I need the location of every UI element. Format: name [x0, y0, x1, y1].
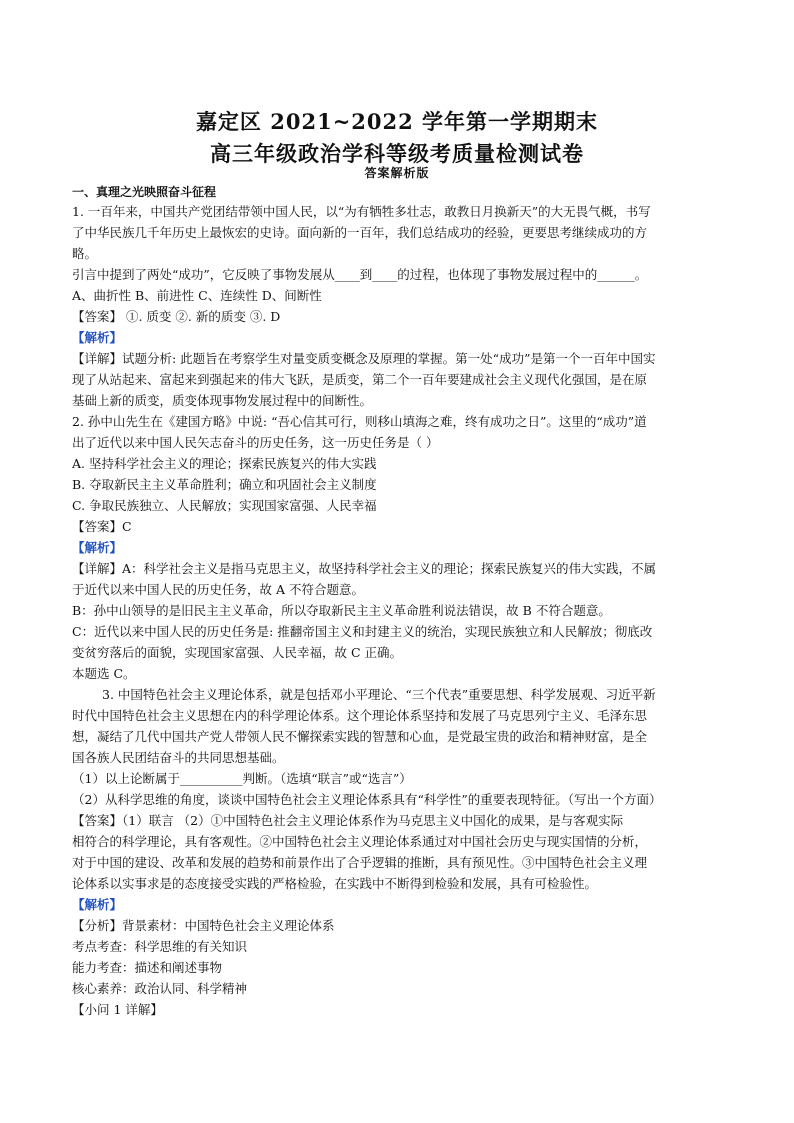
text-line: 【小问 1 详解】: [72, 1002, 163, 1017]
text-line: 【分析】背景素材：中国特色社会主义理论体系: [72, 918, 335, 933]
text-line: 于近代以来中国人民的历史任务，故 A 不符合题意。: [72, 582, 364, 597]
text-line: 了中华民族几千年历史上最恢宏的史诗。面向新的一百年，我们总结成功的经验，更要思考继续成功的方: [72, 225, 648, 240]
text-line: 变贫穷落后的面貌，实现国家富强、人民幸福，故 C 正确。: [72, 645, 403, 660]
text-line: 【解析】: [72, 540, 123, 555]
page-subtitle: 高三年级政治学科等级考质量检测试卷: [210, 141, 584, 166]
text-line: 能力考查：描述和阐述事物: [72, 960, 223, 975]
text-line: A. 坚持科学社会主义的理论；探索民族复兴的伟大实践: [72, 456, 377, 471]
text-line: B：孙中山领导的是旧民主主义革命，所以夺取新民主主义革命胜利说法错误，故 B 不符合题意。: [72, 603, 611, 618]
text-line: 一、真理之光映照奋斗征程: [72, 185, 217, 199]
text-line: A、曲折性 B、前进性 C、连续性 D、间断性: [72, 288, 322, 303]
text-line: 【详解】试题分析: 此题旨在考察学生对量变质变概念及原理的掌握。第一处“成功”是第一个一百年中国实: [72, 351, 656, 366]
text-line: 国各族人民团结奋斗的共同思想基础。: [72, 750, 285, 765]
text-line: （1）以上论断属于__________判断。（选填“联言”或“选言”）: [72, 771, 412, 786]
page-title: 嘉定区 2021~2022 学年第一学期期末: [195, 109, 599, 134]
text-line: 核心素养：政治认同、科学精神: [72, 981, 248, 996]
text-line: 相符合的科学理论，具有客观性。②中国特色社会主义理论体系通过对中国社会历史与现实国情的分析，: [72, 834, 648, 849]
text-line: 时代中国特色社会主义思想在内的科学理论体系。这个理论体系坚持和发展了马克思列宁主义、毛泽东思: [72, 708, 648, 723]
text-line: 引言中提到了两处“成功”，它反映了事物发展从____到____的过程，也体现了事物发展过程中的______。: [72, 267, 648, 282]
answer-version-label: 答案解析版: [364, 166, 430, 180]
text-line: 【详解】A：科学社会主义是指马克思主义，故坚持科学社会主义的理论；探索民族复兴的伟大实践，不属: [72, 561, 657, 576]
text-line: 本题选 C。: [72, 666, 136, 681]
text-line: （2）从科学思维的角度，谈谈中国特色社会主义理论体系具有“科学性”的重要表现特征。（写出一个方面）: [72, 792, 662, 807]
text-line: 基础上新的质变，质变体现事物发展过程中的间断性。: [72, 393, 373, 408]
text-line: 想，凝结了几代中国共产党人带领人民不懈探索实践的智慧和心血，是党最宝贵的政治和精神财富，是全: [72, 729, 648, 744]
text-line: 对于中国的建设、改革和发展的趋势和前景作出了合乎逻辑的推断，具有预见性。③中国特色社会主义理: [72, 855, 648, 870]
text-line: 【解析】: [72, 330, 123, 345]
text-line: 【答案】C: [72, 519, 132, 534]
text-line: C. 争取民族独立、人民解放；实现国家富强、人民幸福: [72, 498, 377, 513]
text-line: 现了从站起来、富起来到强起来的伟大飞跃，是质变，第二个一百年要建成社会主义现代化强国，是在原: [72, 372, 648, 387]
text-line: 【解析】: [72, 897, 123, 912]
text-line: 【答案】 ①. 质变 ②. 新的质变 ③. D: [72, 309, 281, 324]
text-line: 出了近代以来中国人民矢志奋斗的历史任务，这一历史任务是（ ）: [72, 435, 439, 450]
text-line: C：近代以来中国人民的历史任务是: 推翻帝国主义和封建主义的统治，实现民族独立和人民解放；彻底改: [72, 624, 653, 639]
text-line: 1. 一百年来，中国共产党团结带领中国人民，以“为有牺牲多壮志，敢教日月换新天”的大无畏气概，书写: [72, 204, 651, 219]
text-line: 论体系以实事求是的态度接受实践的严格检验，在实践中不断得到检验和发展，具有可检验性。: [72, 876, 598, 891]
text-line: 2. 孙中山先生在《建国方略》中说: “吾心信其可行，则移山填海之难，终有成功之日”。这里的“成功”道: [72, 414, 647, 429]
text-line: 略。: [72, 246, 98, 261]
text-line: 3. 中国特色社会主义理论体系，就是包括邓小平理论、“三个代表”重要思想、科学发展观、习近平新: [102, 687, 656, 702]
text-line: 【答案】（1）联言 （2）①中国特色社会主义理论体系作为马克思主义中国化的成果，是与客观实际: [72, 813, 624, 828]
text-line: B. 夺取新民主主义革命胜利；确立和巩固社会主义制度: [72, 477, 377, 492]
text-line: 考点考查：科学思维的有关知识: [72, 939, 248, 954]
